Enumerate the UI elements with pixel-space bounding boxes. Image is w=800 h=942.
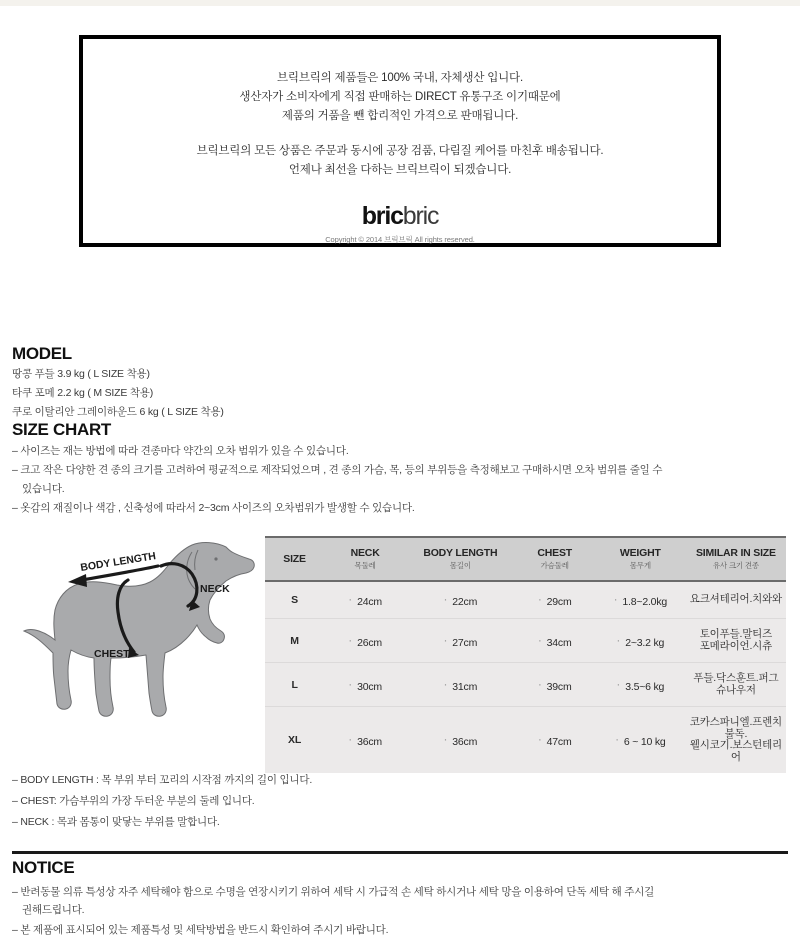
col-header-body-length bbox=[406, 537, 514, 581]
cell-neck-s: · 24cm bbox=[324, 581, 406, 619]
size-chart-header-row bbox=[265, 537, 786, 581]
cell-similar-m: 토이푸들.말티즈 포메라이언.시츄 bbox=[686, 619, 786, 663]
size-chart-table bbox=[265, 536, 786, 773]
col-header-chest-ko: 가슴둘레 bbox=[540, 561, 569, 570]
dog-eye bbox=[214, 557, 217, 560]
model-line-3: 쿠로 이탈리안 그레이하운드 6 kg ( L SIZE 착용) bbox=[12, 406, 224, 418]
table-row bbox=[265, 619, 786, 663]
table-row bbox=[265, 707, 786, 774]
col-header-size bbox=[265, 537, 324, 581]
model-line-1: 땅콩 푸들 3.9 kg ( L SIZE 착용) bbox=[12, 368, 150, 380]
cell-body-length-xl: · 36cm bbox=[406, 707, 514, 774]
top-accent-strip bbox=[0, 0, 800, 6]
logo-bold-part: bric bbox=[361, 202, 403, 230]
size-chart-note-3: – 옷감의 재질이나 색감 , 신축성에 따라서 2~3cm 사이즈의 오차범위가 발생할 수 있습니다. bbox=[12, 502, 415, 514]
page-title-model: MODEL bbox=[12, 344, 72, 363]
col-header-size-en: SIZE bbox=[283, 553, 306, 565]
intro-spacer bbox=[83, 126, 717, 142]
intro-line-4: 브릭브릭의 모든 상품은 주문과 동시에 공장 검품, 다림질 케어를 마친후 배송됩니다. bbox=[196, 145, 604, 157]
size-chart-note-2: – 크고 작은 다양한 견 종의 크기를 고려하여 평균적으로 제작되었으며 , 견 종의 가슴, 목, 등의 부위등을 측정해보고 구매하시면 오차 범위를 줄일 수 bbox=[12, 464, 663, 476]
intro-line-5: 언제나 최선을 다하는 브릭브릭이 되겠습니다. bbox=[288, 164, 512, 176]
logo-light-part: bric bbox=[402, 202, 439, 230]
cell-chest-s: · 29cm bbox=[515, 581, 595, 619]
definition-chest: – CHEST: 가슴부위의 가장 두터운 부분의 둘레 입니다. bbox=[12, 795, 255, 807]
col-header-neck bbox=[324, 537, 406, 581]
cell-size-s: S bbox=[265, 581, 324, 619]
page-title-size-chart: SIZE CHART bbox=[12, 420, 112, 439]
dog-illustration-svg bbox=[20, 530, 260, 730]
col-header-neck-en: NECK bbox=[350, 547, 380, 559]
cell-size-l: L bbox=[265, 663, 324, 707]
cell-similar-s: 요크셔테리어.치와와 bbox=[686, 581, 786, 619]
cell-chest-l: · 39cm bbox=[515, 663, 595, 707]
copyright-text: Copyright © 2014 브릭브릭 All rights reserved. bbox=[325, 235, 475, 244]
intro-line-2: 생산자가 소비자에게 직접 판매하는 DIRECT 유통구조 이기때문에 bbox=[239, 91, 561, 103]
page-title-notice: NOTICE bbox=[12, 858, 75, 877]
cell-neck-m: · 26cm bbox=[324, 619, 406, 663]
cell-similar-l: 푸들.닥스훈트.퍼그 슈나우저 bbox=[686, 663, 786, 707]
col-header-weight bbox=[595, 537, 686, 581]
col-header-weight-ko: 몸무게 bbox=[629, 561, 651, 570]
intro-line-3: 제품의 거품을 뺀 합리적인 가격으로 판매됩니다. bbox=[281, 110, 519, 122]
cell-weight-xl: · 6 ~ 10 kg bbox=[595, 707, 686, 774]
label-body-length: BODY LENGTH bbox=[79, 550, 157, 574]
cell-weight-l: · 3.5~6 kg bbox=[595, 663, 686, 707]
intro-line-1: 브릭브릭의 제품들은 100% 국내, 자체생산 입니다. bbox=[277, 72, 523, 84]
brand-intro-content bbox=[83, 39, 717, 245]
brand-logo bbox=[83, 202, 717, 245]
col-header-chest-en: CHEST bbox=[537, 547, 572, 559]
col-header-similar-en: SIMILAR IN SIZE bbox=[695, 547, 776, 559]
col-header-body-length-en: BODY LENGTH bbox=[423, 547, 498, 559]
size-chart-table-head bbox=[265, 537, 786, 581]
logo-wordmark bbox=[83, 202, 717, 230]
size-chart-note-2-cont: 있습니다. bbox=[22, 483, 65, 495]
dog-measurement-diagram bbox=[20, 530, 260, 730]
cell-weight-s: · 1.8~2.0kg bbox=[595, 581, 686, 619]
table-row bbox=[265, 581, 786, 619]
table-row bbox=[265, 663, 786, 707]
size-chart-table-body bbox=[265, 581, 786, 773]
model-line-2: 타쿠 포메 2.2 kg ( M SIZE 착용) bbox=[12, 387, 154, 399]
size-chart-note-1: – 사이즈는 재는 방법에 따라 견종마다 약간의 오차 범위가 있을 수 있습니다. bbox=[12, 445, 349, 457]
label-chest: CHEST bbox=[94, 648, 130, 660]
brand-intro-box bbox=[79, 35, 721, 247]
definition-body-length: – BODY LENGTH : 목 부위 부터 꼬리의 시작점 까지의 길이 입니다. bbox=[12, 774, 313, 786]
col-header-neck-ko: 목둘레 bbox=[354, 561, 376, 570]
cell-neck-xl: · 36cm bbox=[324, 707, 406, 774]
notice-line-2: – 본 제품에 표시되어 있는 제품특성 및 세탁방법을 반드시 확인하여 주시기 바랍니다. bbox=[12, 924, 389, 936]
notice-line-1: – 반려동물 의류 특성상 자주 세탁해야 함으로 수명을 연장시키기 위하여 세탁 시 가급적 손 세탁 하시거나 세탁 망을 이용하여 단독 세탁 해 주시길 bbox=[12, 886, 655, 898]
cell-neck-l: · 30cm bbox=[324, 663, 406, 707]
col-header-similar-ko: 유사 크기 견종 bbox=[712, 561, 759, 570]
col-header-similar-in-size bbox=[686, 537, 786, 581]
label-neck: NECK bbox=[200, 583, 230, 595]
col-header-weight-en: WEIGHT bbox=[619, 547, 661, 559]
cell-weight-m: · 2~3.2 kg bbox=[595, 619, 686, 663]
cell-body-length-l: · 31cm bbox=[406, 663, 514, 707]
cell-chest-m: · 34cm bbox=[515, 619, 595, 663]
cell-body-length-m: · 27cm bbox=[406, 619, 514, 663]
cell-chest-xl: · 47cm bbox=[515, 707, 595, 774]
col-header-chest bbox=[515, 537, 595, 581]
col-header-body-length-ko: 몸길이 bbox=[449, 561, 471, 570]
cell-size-xl: XL bbox=[288, 734, 302, 746]
cell-size-m: M bbox=[265, 619, 324, 663]
cell-body-length-s: · 22cm bbox=[406, 581, 514, 619]
cell-similar-xl: 코카스파니엘.프렌치불독. 웰시코기.보스턴테리어 bbox=[689, 716, 783, 763]
notice-line-1-cont: 권해드립니다. bbox=[22, 904, 85, 916]
notice-divider bbox=[12, 851, 788, 854]
definition-neck: – NECK : 목과 몸통이 맞닿는 부위를 말합니다. bbox=[12, 816, 220, 828]
